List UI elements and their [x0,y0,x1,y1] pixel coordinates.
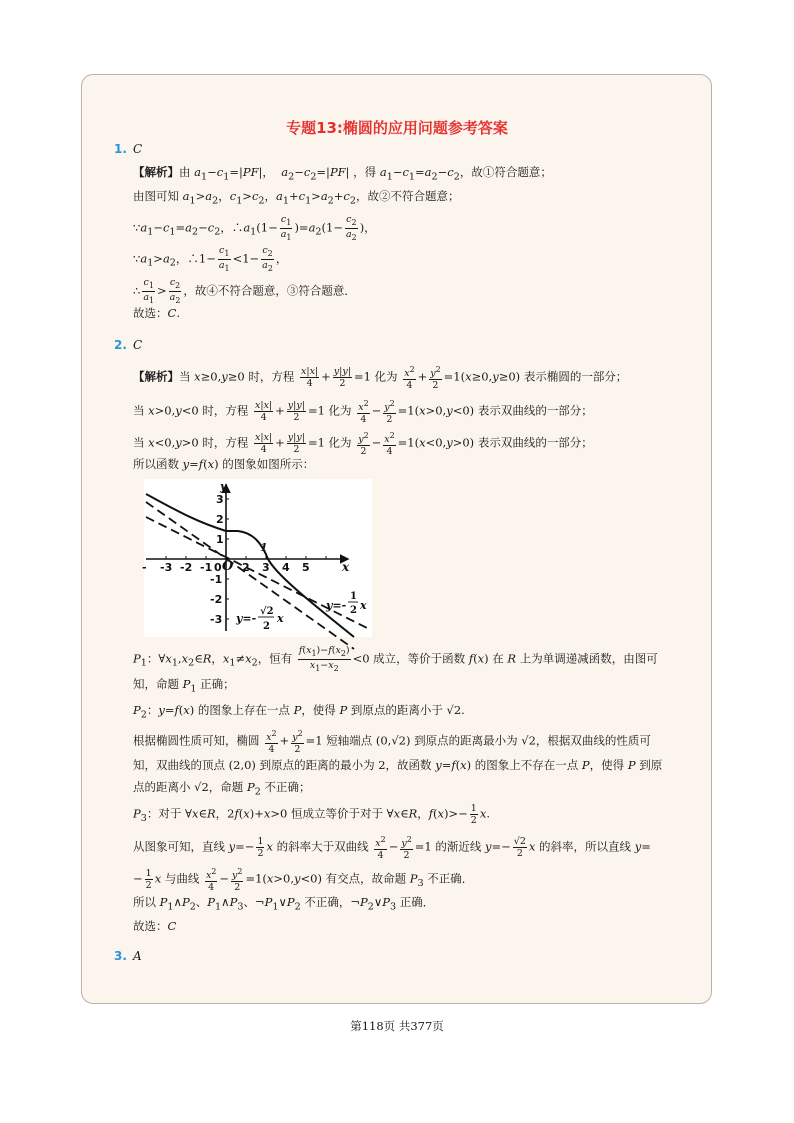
y-tick-neg3: -3 [210,613,223,626]
x-tick-0: 0 [214,561,222,574]
q2-line-9: 知，双曲线的顶点 (2,0) 到原点的距离的最小为 2，故函数 y=f(x) 的图象上不存在一点 P，使得 P 到原 [133,758,663,772]
analysis-label: 【解析】 [133,369,179,384]
asymptote-label-1-num: √2 [260,606,274,617]
asymptote-sqrt2 [146,502,354,649]
asymptote-label-1-x: x [277,612,284,625]
q2-line-1: 【解析】当 x≥0,y≥0 时，方程 $\frac{x|x|}{4}$ + $\frac{y|y|}{2}$ =1 化为 $\frac{x^2}{4}$ + $\frac{y^2}{2}$ =1(x≥0,y≥0) 表示椭圆的一部分； [133,365,628,392]
asymptote-label-1-den: 2 [263,621,270,632]
question-number-2: 2. [114,338,127,352]
x-tick-5: 5 [302,561,310,574]
x-axis-label: x [342,560,350,574]
answer-1: C [133,142,143,156]
q2-line-4: 所以函数 y=f(x) 的图象如图所示： [133,457,315,471]
answer-2: C [133,338,143,352]
q1-line-4: $\because a_1>a_2$，∴1− $\frac{c_1}{a_1}$ <1− $\frac{c_2}{a_2}$ ， [133,245,288,273]
q1-line-1: 【解析】由 $a_1-c_1=|PF|$， $a_2-c_2=|PF|$ ，得 $a_1-c_1=a_2-c_2$，故①符合题意； [133,165,552,183]
function-graph [144,479,372,637]
q2-line-8: 根据椭圆性质可知，椭圆 $\frac{x^2}{4}$ + $\frac{y^2}{2}$ =1 短轴端点 (0,√2) 到原点的距离最小为 √2，根据双曲线的性质可 [133,729,651,756]
answer-3: A [133,949,142,963]
q2-line-10: 点的距离小 √2，命题 $P_2$ 不正确； [133,780,311,798]
q2-line-3: 当 x<0,y>0 时，方程 $\frac{x|x|}{4}$ + $\frac{y|y|}{2}$ =1 化为 $\frac{y^2}{2}$ − $\frac{x^2}{4}$ =1(x<0,y>0) 表示双曲线的一部分； [133,431,593,458]
y-tick-2: 2 [216,513,224,526]
asymptote-label-2: y=- [326,599,347,612]
y-tick-3: 3 [216,493,224,506]
q1-line-3: $\because a_1-c_1=a_2-c_2$，$\therefore a_1(1-$ $\frac{c_1}{a_1}$ )$=a_2(1-$ $\frac{c_2}{a_2}$ )， [133,214,376,242]
x-tick-neg3: -3 [160,561,173,574]
q2-line-14: 所以 $P_1\wedge P_2$、$P_1\wedge P_3$、$\neg P_1\vee P_2$ 不正确，$\neg P_2\vee P_3$ 正确． [133,895,435,913]
origin-label: O [222,559,234,574]
x-tick-neg2: -2 [180,561,193,574]
y-tick-neg2: -2 [210,593,223,606]
q2-line-5: $P_1$：$\forall x_1,x_2\in R$，$x_1\ne x_2$，恒有 $\frac{f(x_1)-f(x_2)}{x_1-x_2}$ <0 成立，等价于函数 f(x) 在 R 上为单调递减函数，由图可 [133,645,658,673]
asymptote-label-2-x: x [360,599,367,612]
asymptote-label-2-den: 2 [350,605,357,616]
x-tick-neg3-dash: - [142,561,147,574]
question-number-1: 1. [114,142,127,156]
asymptote-label-2-num: 1 [350,591,357,602]
q2-line-2: 当 x>0,y<0 时，方程 $\frac{x|x|}{4}$ + $\frac{y|y|}{2}$ =1 化为 $\frac{x^2}{4}$ − $\frac{y^2}{2}$ =1(x>0,y<0) 表示双曲线的一部分； [133,399,593,426]
page-title: 专题13:椭圆的应用问题参考答案 [286,119,508,137]
question-number-3: 3. [114,949,127,963]
x-tick-neg1: -1 [200,561,213,574]
q1-line-6: 故选：C. [133,306,180,320]
q1-line-2: 由图可知 $a_1>a_2$，$c_1>c_2$，$a_1+c_1>a_2+c_2$，故②不符合题意； [133,189,460,207]
y-tick-neg1: -1 [210,573,223,586]
x-tick-3: 3 [262,561,270,574]
q2-line-15: 故选：C [133,919,177,933]
x-tick-4: 4 [282,561,290,574]
q1-line-5: ∴ $\frac{c_1}{a_1}$ > $\frac{c_2}{a_2}$ ，故④不符合题意，③符合题意． [133,277,356,305]
y-tick-1: 1 [216,533,224,546]
asymptote-label-1: y=- [236,612,257,625]
y-axis-label: y [220,480,227,493]
x-tick-2: 2 [242,561,250,574]
x-one-label: 1 [260,541,268,554]
page-footer: 第118页 共377页 [350,1019,444,1033]
q2-line-7: $P_2$：y=f(x) 的图象上存在一点 P，使得 P 到原点的距离小于 √2. [133,703,465,721]
q2-line-11: $P_3$：对于 ∀x∈R，2f(x)+x>0 恒成立等价于对于 ∀x∈R，f(x)>− $\frac{1}{2}$ x. [133,803,490,826]
q2-line-6: 知，命题 $P_1$ 正确； [133,677,235,695]
analysis-label: 【解析】 [133,165,179,179]
q2-line-12: 从图象可知，直线 y=− $\frac{1}{2}$ x 的斜率大于双曲线 $\frac{x^2}{4}$ − $\frac{y^2}{2}$ =1 的渐近线 y=− $\frac{√2}{2}$ x 的斜率，所以直线 y= [133,835,651,862]
q2-line-13: − $\frac{1}{2}$ x 与曲线 $\frac{x^2}{4}$ − $\frac{y^2}{2}$ =1(x>0,y<0) 有交点，故命题 $P_3$ 不正确． [133,867,474,894]
